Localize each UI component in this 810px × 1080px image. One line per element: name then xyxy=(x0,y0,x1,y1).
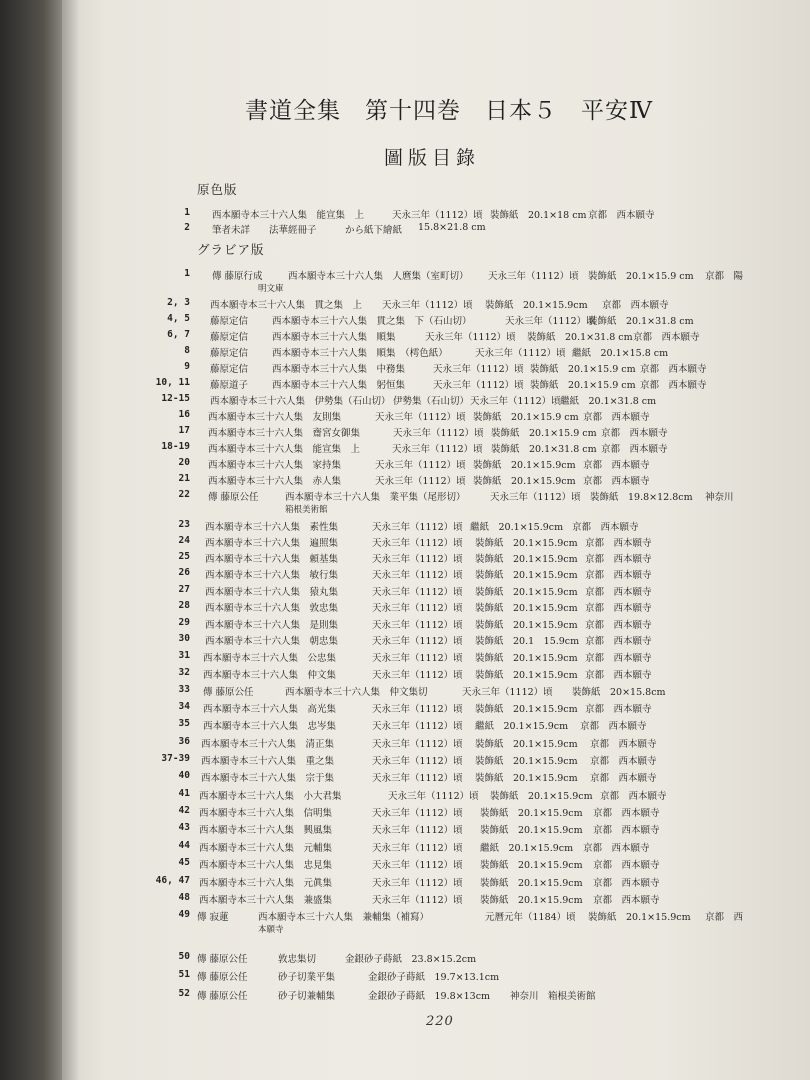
plate-detail: 裝飾紙 20.1×15.9 cm xyxy=(491,428,597,439)
plate-detail: 西本願寺本三十六人集 兼輔集（補寫） xyxy=(258,912,430,923)
plate-number: 43 xyxy=(178,822,190,833)
plate-detail: 天永三年（1112）頃 xyxy=(372,587,463,598)
plate-detail: 裝飾紙 20.1×15.9cm xyxy=(485,300,588,311)
plate-detail: 繼紙 20.1×15.8 cm xyxy=(572,348,669,359)
plate-detail: 藤原定信 xyxy=(210,364,249,375)
plate-detail: 京都 西本願寺 xyxy=(640,364,707,375)
plate-detail: 藤原定信 xyxy=(210,316,249,327)
plate-number: 25 xyxy=(178,551,190,562)
plate-detail: 京都 西本願寺 xyxy=(585,570,652,581)
plate-number: 17 xyxy=(178,425,190,436)
plate-detail: 京都 西本願寺 xyxy=(590,773,657,784)
plate-detail: 天永三年（1112）頃 xyxy=(372,636,463,647)
plate-entry xyxy=(0,633,810,649)
plate-detail: 砂子切兼輔集 xyxy=(278,991,336,1002)
plate-entry xyxy=(0,822,810,838)
plate-number: 1 xyxy=(184,268,190,279)
plate-detail: 裝飾紙 20.1×15.9cm xyxy=(490,791,593,802)
plate-detail: 元曆元年（1184）頃 xyxy=(485,912,576,923)
plate-number: 49 xyxy=(178,909,190,920)
plate-detail: 神奈川 箱根美術館 xyxy=(510,991,596,1002)
plate-detail: 裝飾紙 20.1×15.9cm xyxy=(480,878,583,889)
plate-detail: 西本願寺本三十六人集 仲文集切 xyxy=(285,687,428,698)
plate-detail: 西本願寺本三十六人集 能宣集 上 xyxy=(212,210,365,221)
plate-entry xyxy=(0,969,810,985)
plate-detail: 天永三年（1112）頃 xyxy=(372,860,463,871)
plate-entry xyxy=(0,857,810,873)
plate-entry xyxy=(0,329,810,345)
plate-number: 26 xyxy=(178,567,190,578)
plate-detail: 裝飾紙 20.1×15.9cm xyxy=(475,554,578,565)
plate-entry xyxy=(0,345,810,361)
page-title: 書道全集 第十四巻 日本５ 平安Ⅳ xyxy=(245,98,653,124)
plate-detail: 裝飾紙 20.1×15.9cm xyxy=(475,756,578,767)
plate-detail: 西本願寺本三十六人集 朝忠集 xyxy=(205,636,339,647)
plate-detail: 天永三年（1112）頃 xyxy=(372,739,463,750)
plate-entry xyxy=(0,489,810,515)
plate-detail: 天永三年（1112）頃 xyxy=(372,603,463,614)
plate-entry xyxy=(0,701,810,717)
plate-detail: 天永三年（1112）頃 xyxy=(372,773,463,784)
plate-detail: 裝飾紙 20.1×15.9cm xyxy=(480,808,583,819)
plate-detail: 天永三年（1112）頃 xyxy=(490,492,581,503)
plate-entry xyxy=(0,313,810,329)
plate-number: 28 xyxy=(178,600,190,611)
plate-detail: 西本願寺本三十六人集 高光集 xyxy=(203,704,337,715)
plate-detail: 天永三年（1112）頃 xyxy=(462,687,553,698)
plate-detail: 西本願寺本三十六人集 猿丸集 xyxy=(205,587,339,598)
plate-detail: 天永三年（1112）頃 xyxy=(372,620,463,631)
plate-detail: 裝飾紙 20.1×15.9cm xyxy=(588,912,691,923)
plate-detail: 西本願寺本三十六人集 是則集 xyxy=(205,620,339,631)
plate-number: 31 xyxy=(178,650,190,661)
plate-entry xyxy=(0,988,810,1004)
plate-entry xyxy=(0,788,810,804)
plate-detail: 西本願寺本三十六人集 仲文集 xyxy=(203,670,337,681)
plate-detail: 京都 西本願寺 xyxy=(601,428,668,439)
plate-detail: 裝飾紙 20.1×15.9cm xyxy=(480,860,583,871)
plate-detail: 京都 西本願寺 xyxy=(585,653,652,664)
plate-detail: 京都 西本願寺 xyxy=(585,636,652,647)
plate-number: 40 xyxy=(178,770,190,781)
plate-detail: 西本願寺本三十六人集 貫之集 下（石山切） xyxy=(272,316,472,327)
plate-detail: 裝飾紙 20.1×15.9cm xyxy=(475,587,578,598)
plate-entry xyxy=(0,805,810,821)
plate-entry xyxy=(0,425,810,441)
plate-detail: 裝飾紙 20.1×15.9 cm xyxy=(530,380,636,391)
plate-detail: 京都 西本願寺 xyxy=(593,895,660,906)
plate-entry xyxy=(0,584,810,600)
plate-detail: 天永三年（1112）頃 xyxy=(392,444,483,455)
plate-detail: 天永三年（1112）頃 xyxy=(433,380,524,391)
plate-entry xyxy=(0,361,810,377)
plate-detail: 西本願寺本三十六人集 元眞集 xyxy=(199,878,333,889)
plate-number: 18-19 xyxy=(161,441,190,452)
plate-detail: 西本願寺本三十六人集 敏行集 xyxy=(205,570,339,581)
plate-detail: 京都 西 xyxy=(705,912,744,923)
plate-detail: 天永三年（1112）頃 xyxy=(375,460,466,471)
plate-number: 1 xyxy=(184,207,190,218)
plate-entry xyxy=(0,875,810,891)
plate-entry xyxy=(0,684,810,700)
plate-entry xyxy=(0,770,810,786)
plate-entry xyxy=(0,268,810,294)
plate-number: 22 xyxy=(178,489,190,500)
plate-detail: 天永三年（1112）頃 xyxy=(372,721,463,732)
plate-detail: 天永三年（1112）頃 xyxy=(372,825,463,836)
plate-detail: 西本願寺本三十六人集 元輔集 xyxy=(199,843,333,854)
plate-entry xyxy=(0,393,810,409)
plate-detail: 西本願寺本三十六人集 順集 （樗色紙） xyxy=(272,348,448,359)
plate-detail: 京都 西本願寺 xyxy=(583,476,650,487)
plate-entry xyxy=(0,650,810,666)
plate-detail: 西本願寺本三十六人集 興風集 xyxy=(199,825,333,836)
plate-detail: 裝飾紙 20.1×15.9cm xyxy=(475,620,578,631)
plate-number: 48 xyxy=(178,892,190,903)
plate-number: 45 xyxy=(178,857,190,868)
page-number: 220 xyxy=(426,1014,454,1029)
plate-number: 36 xyxy=(178,736,190,747)
plate-detail: 金銀砂子蒔紙 19.7×13.1cm xyxy=(368,972,500,983)
plate-number: 51 xyxy=(178,969,190,980)
plate-detail: 金銀砂子蒔紙 19.8×13cm xyxy=(368,991,491,1002)
plate-number: 20 xyxy=(178,457,190,468)
plate-detail: 西本願寺本三十六人集 伊勢集（石山切） xyxy=(210,396,391,407)
plate-number: 32 xyxy=(178,667,190,678)
plate-number: 30 xyxy=(178,633,190,644)
plate-detail: 天永三年（1112）頃 xyxy=(372,878,463,889)
plate-detail: 西本願寺本三十六人集 友則集 xyxy=(208,412,342,423)
plate-detail: 京都 西本願寺 xyxy=(585,704,652,715)
plate-detail: 裝飾紙 20.1×15.9cm xyxy=(475,538,578,549)
plate-entry xyxy=(0,567,810,583)
plate-detail: 金銀砂子蒔紙 23.8×15.2cm xyxy=(345,954,477,965)
plate-detail: 天永三年（1112）頃 xyxy=(372,895,463,906)
plate-detail: 天永三年（1112）頃 xyxy=(372,670,463,681)
plate-entry xyxy=(0,667,810,683)
plate-number: 6, 7 xyxy=(167,329,190,340)
plate-detail: 西本願寺本三十六人集 齋宮女御集 xyxy=(208,428,361,439)
plate-detail: 京都 西本願寺 xyxy=(640,380,707,391)
plate-detail: 天永三年（1112）頃 xyxy=(433,364,524,375)
plate-detail: 西本願寺本三十六人集 赤人集 xyxy=(208,476,342,487)
plate-detail-continuation: 箱根美術館 xyxy=(285,505,328,515)
plate-detail: 京都 西本願寺 xyxy=(572,522,639,533)
plate-detail: 天永三年（1112）頃 xyxy=(372,522,463,533)
plate-detail: 天永三年（1112）頃 xyxy=(388,791,479,802)
plate-detail: 15.8×21.8 cm xyxy=(418,222,486,233)
plate-detail: 京都 西本願寺 xyxy=(602,300,669,311)
plate-detail: 天永三年（1112）頃 xyxy=(488,271,579,282)
plate-detail: 砂子切業平集 xyxy=(278,972,336,983)
plate-detail: 京都 西本願寺 xyxy=(590,756,657,767)
plate-detail: 京都 西本願寺 xyxy=(585,538,652,549)
plate-detail: 裝飾紙 20.1×15.9cm xyxy=(480,825,583,836)
plate-detail: 藤原道子 xyxy=(210,380,249,391)
plate-number: 50 xyxy=(178,951,190,962)
plate-number: 27 xyxy=(178,584,190,595)
plate-detail: 京都 西本願寺 xyxy=(590,739,657,750)
plate-detail-continuation: 明文庫 xyxy=(258,284,284,294)
plate-number: 52 xyxy=(178,988,190,999)
plate-entry xyxy=(0,409,810,425)
plate-number: 41 xyxy=(178,788,190,799)
plate-detail: 天永三年（1112）頃 xyxy=(375,412,466,423)
plate-detail: 西本願寺本三十六人集 躬恒集 xyxy=(272,380,406,391)
plate-detail: 天永三年（1112）頃 xyxy=(505,316,596,327)
plate-number: 46, 47 xyxy=(155,875,190,886)
plate-detail: 京都 西本願寺 xyxy=(600,791,667,802)
plate-detail: 西本願寺本三十六人集 忠見集 xyxy=(199,860,333,871)
plate-detail: 傳 藤原公任 xyxy=(203,687,254,698)
plate-number: 37-39 xyxy=(161,753,190,764)
plate-list-heading: 圖版目錄 xyxy=(384,147,481,169)
plate-number: 2, 3 xyxy=(167,297,190,308)
plate-entry xyxy=(0,457,810,473)
plate-number: 44 xyxy=(178,840,190,851)
plate-number: 24 xyxy=(178,535,190,546)
plate-detail: 京都 西本願寺 xyxy=(585,603,652,614)
plate-number: 4, 5 xyxy=(167,313,190,324)
plate-number: 23 xyxy=(178,519,190,530)
plate-detail: 西本願寺本三十六人集 能宣集 上 xyxy=(208,444,361,455)
plate-detail: 裝飾紙 19.8×12.8cm xyxy=(590,492,693,503)
plate-entry xyxy=(0,718,810,734)
plate-detail: 西本願寺本三十六人集 家持集 xyxy=(208,460,342,471)
plate-detail: 西本願寺本三十六人集 遍照集 xyxy=(205,538,339,549)
plate-detail: 京都 西本願寺 xyxy=(583,460,650,471)
plate-detail: 西本願寺本三十六人集 重之集 xyxy=(201,756,335,767)
plate-entry xyxy=(0,892,810,908)
plate-detail: 裝飾紙 20.1×15.9 cm xyxy=(530,364,636,375)
plate-detail: 裝飾紙 20.1×15.9cm xyxy=(475,704,578,715)
plate-detail: 傳 藤原公任 xyxy=(208,492,259,503)
plate-detail: 裝飾紙 20.1 15.9cm xyxy=(475,636,580,647)
plate-entry xyxy=(0,519,810,535)
plate-detail: 裝飾紙 20.1×15.9cm xyxy=(475,653,578,664)
section-heading-gravure: グラビア版 xyxy=(197,242,265,257)
plate-detail: 裝飾紙 20.1×31.8 cm xyxy=(491,444,597,455)
plate-number: 21 xyxy=(178,473,190,484)
plate-detail: 裝飾紙 20.1×31.8 cm xyxy=(588,316,694,327)
plate-detail: 西本願寺本三十六人集 公忠集 xyxy=(203,653,337,664)
plate-entry xyxy=(0,600,810,616)
plate-detail: 裝飾紙 20.1×15.9cm xyxy=(473,476,576,487)
plate-detail: 西本願寺本三十六人集 清正集 xyxy=(201,739,335,750)
plate-detail: 西本願寺本三十六人集 貫之集 上 xyxy=(210,300,363,311)
plate-detail: 京都 西本願寺 xyxy=(593,860,660,871)
plate-detail: 筆者未詳 法華經冊子 xyxy=(212,225,317,236)
plate-detail: 西本願寺本三十六人集 順集 xyxy=(272,332,396,343)
plate-detail: 西本願寺本三十六人集 業平集（尾形切） xyxy=(285,492,466,503)
plate-detail: 京都 西本願寺 xyxy=(593,808,660,819)
plate-detail: 京都 西本願寺 xyxy=(585,620,652,631)
plate-entry xyxy=(0,753,810,769)
plate-detail: 京都 西本願寺 xyxy=(601,444,668,455)
plate-detail: 天永三年（1112）頃 xyxy=(372,756,463,767)
plate-detail: 裝飾紙 20.1×15.9cm xyxy=(480,895,583,906)
plate-detail: 神奈川 xyxy=(705,492,734,503)
plate-detail: から紙下繪紙 xyxy=(345,225,403,236)
plate-detail: 西本願寺本三十六人集 兼盛集 xyxy=(199,895,333,906)
plate-number: 33 xyxy=(178,684,190,695)
plate-detail: 裝飾紙 20.1×15.9cm xyxy=(475,570,578,581)
plate-detail: 裝飾紙 20.1×15.9cm xyxy=(475,670,578,681)
plate-detail: 西本願寺本三十六人集 宗于集 xyxy=(201,773,335,784)
plate-detail: 天永三年（1112）頃 xyxy=(372,843,463,854)
plate-detail: 京都 西本願寺 xyxy=(585,554,652,565)
plate-entry xyxy=(0,951,810,967)
plate-detail: 京都 西本願寺 xyxy=(583,412,650,423)
plate-detail: 天永三年（1112）頃 xyxy=(372,653,463,664)
plate-detail: 傳 寂蓮 xyxy=(197,912,229,923)
plate-number: 2 xyxy=(184,222,190,233)
plate-detail: 繼紙 20.1×31.8 cm xyxy=(560,396,657,407)
plate-number: 35 xyxy=(178,718,190,729)
plate-number: 42 xyxy=(178,805,190,816)
plate-entry xyxy=(0,736,810,752)
plate-detail: 西本願寺本三十六人集 小大君集 xyxy=(199,791,342,802)
plate-number: 29 xyxy=(178,617,190,628)
plate-detail: 藤原定信 xyxy=(210,332,249,343)
plate-entry xyxy=(0,551,810,567)
plate-detail: 西本願寺本三十六人集 敦忠集 xyxy=(205,603,339,614)
plate-detail: 天永三年（1112）頃 xyxy=(475,348,566,359)
plate-detail: 藤原定信 xyxy=(210,348,249,359)
plate-detail: 繼紙 20.1×15.9cm xyxy=(470,522,564,533)
plate-detail: 京都 西本願寺 xyxy=(583,843,650,854)
plate-entry xyxy=(0,207,810,223)
plate-detail: 敦忠集切 xyxy=(278,954,317,965)
plate-detail: 天永三年（1112）頃 xyxy=(372,704,463,715)
plate-entry xyxy=(0,441,810,457)
plate-entry xyxy=(0,617,810,633)
plate-detail: 京都 西本願寺 xyxy=(585,670,652,681)
plate-detail: 京都 陽 xyxy=(705,271,744,282)
plate-detail: 繼紙 20.1×15.9cm xyxy=(475,721,569,732)
plate-detail: 裝飾紙 20.1×15.9cm xyxy=(475,603,578,614)
plate-detail: 傳 藤原公任 xyxy=(197,972,248,983)
plate-number: 9 xyxy=(184,361,190,372)
plate-entry xyxy=(0,222,810,238)
plate-detail: 天永三年（1112）頃 xyxy=(372,808,463,819)
plate-detail: 傳 藤原公任 xyxy=(197,991,248,1002)
plate-detail: 裝飾紙 20.1×15.9cm xyxy=(475,739,578,750)
plate-detail: 京都 西本願寺 xyxy=(588,210,655,221)
plate-detail: 天永三年（1112）頃 xyxy=(372,570,463,581)
plate-detail: 裝飾紙 20.1×15.9 cm xyxy=(473,412,579,423)
plate-detail: 裝飾紙 20×15.8cm xyxy=(572,687,666,698)
plate-entry xyxy=(0,377,810,393)
plate-detail: 裝飾紙 20.1×15.9 cm xyxy=(588,271,694,282)
plate-detail: 天永三年（1112）頃 xyxy=(425,332,516,343)
plate-detail: 裝飾紙 20.1×31.8 cm xyxy=(527,332,633,343)
section-heading-primary: 原色版 xyxy=(197,182,238,197)
plate-detail: 天永三年（1112）頃 xyxy=(375,476,466,487)
plate-detail: 京都 西本願寺 xyxy=(580,721,647,732)
plate-number: 16 xyxy=(178,409,190,420)
plate-number: 8 xyxy=(184,345,190,356)
plate-detail: 京都 西本願寺 xyxy=(585,587,652,598)
plate-entry xyxy=(0,840,810,856)
plate-detail-continuation: 本願寺 xyxy=(258,925,284,935)
plate-detail: 西本願寺本三十六人集 人麿集（室町切） xyxy=(288,271,469,282)
plate-detail: 繼紙 20.1×15.9cm xyxy=(480,843,574,854)
plate-entry xyxy=(0,297,810,313)
plate-detail: 西本願寺本三十六人集 頼基集 xyxy=(205,554,339,565)
plate-detail: 天永三年（1112）頃 xyxy=(372,554,463,565)
plate-detail: 天永三年（1112）頃 xyxy=(392,210,483,221)
plate-detail: 傳 藤原行成 xyxy=(212,271,263,282)
plate-entry xyxy=(0,909,810,935)
plate-detail: 裝飾紙 20.1×15.9cm xyxy=(475,773,578,784)
plate-entry xyxy=(0,473,810,489)
plate-detail: 西本願寺本三十六人集 信明集 xyxy=(199,808,333,819)
plate-number: 12-15 xyxy=(161,393,190,404)
plate-detail: 裝飾紙 20.1×15.9cm xyxy=(473,460,576,471)
plate-detail: 西本願寺本三十六人集 忠岑集 xyxy=(203,721,337,732)
plate-detail: 天永三年（1112）頃 xyxy=(393,428,484,439)
plate-detail: 西本願寺本三十六人集 素性集 xyxy=(205,522,339,533)
plate-number: 34 xyxy=(178,701,190,712)
plate-detail: 天永三年（1112）頃 xyxy=(470,396,561,407)
plate-detail: 京都 西本願寺 xyxy=(633,332,700,343)
plate-number: 10, 11 xyxy=(155,377,190,388)
plate-detail: 傳 藤原公任 xyxy=(197,954,248,965)
plate-entry xyxy=(0,535,810,551)
plate-detail: 京都 西本願寺 xyxy=(593,825,660,836)
plate-detail: 天永三年（1112）頃 xyxy=(382,300,473,311)
plate-detail: 天永三年（1112）頃 xyxy=(372,538,463,549)
plate-detail: 京都 西本願寺 xyxy=(593,878,660,889)
plate-detail: 伊勢集（石山切） xyxy=(393,396,470,407)
plate-detail: 裝飾紙 20.1×18 cm xyxy=(490,210,587,221)
plate-detail: 西本願寺本三十六人集 中務集 xyxy=(272,364,406,375)
